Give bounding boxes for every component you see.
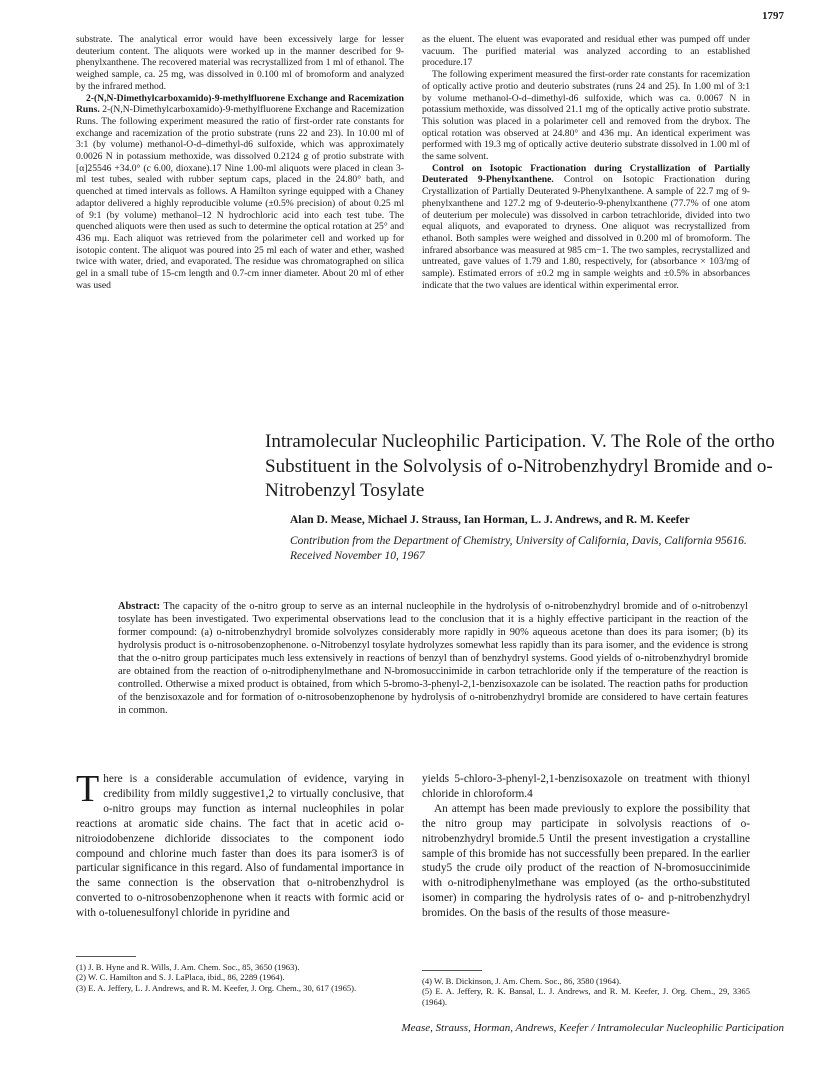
body-left-column xyxy=(76,768,404,921)
drop-cap: T xyxy=(76,768,100,810)
experimental-text: 2-(N,N-Dimethylcarboxamido)-9-methylfluorene Exchange and Racemization Runs. The following experiment measured the ratio of first-order rate constants for exchange and racemization of the protio substrate (runs 22 and 23). In 10.00 ml of 3:1 (by volume) methanol-O-d–dimethyl-d6 sulfoxide, which was approximately 0.0026 N in potassium methoxide, was dissolved 0.2124 g of protio substrate with [α]25546 +34.0° (c 6.00, dioxane).17 Nine 1.00-ml aliquots were placed in clean 3-ml test tubes, sealed with rubber septum caps, placed in the 24.80° bath, and quenched at timed intervals as follows. A Hamilton syringe equipped with a Chaney adaptor delivered a highly reproducible volume (±0.5% precision) of about 0.25 ml of 9:1 (by volume) methanol–12 N hydrochloric acid into each test tube. The quenched aliquots were then used as such to determine the optical rotation at 25° and 436 mμ. Each aliquot was retrieved from the polarimeter cell and worked up for isotopic content. The aliquot was poured into 25 ml each of water and ether, washed twice with water, dried, and evaporated. The residue was chromatographed on silica gel in a small tube of 15-cm length and 0.7-cm inner diameter. About 20 ml of ether was used xyxy=(76,104,404,291)
footnote: (2) W. C. Hamilton and S. J. LaPlaca, ibid., 86, 2289 (1964). xyxy=(76,972,285,983)
footnote-rule xyxy=(76,956,136,957)
footnotes-right xyxy=(422,976,750,1007)
experimental-paragraph xyxy=(422,163,750,292)
article-title: Intramolecular Nucleophilic Participation. V. The Role of the ortho Substituent in the Solvolysis of o-Nitrobenzhydryl Bromide and o-Nitrobenzyl Tosylate xyxy=(265,431,775,502)
abstract xyxy=(118,600,748,717)
footnotes-left xyxy=(76,962,404,993)
footnote-rule xyxy=(422,970,482,971)
abstract-text: The capacity of the o-nitro group to serve as an internal nucleophile in the hydrolysis of o-nitrobenzhydryl bromide and of o-nitrobenzyl tosylate has been investigated. Two experimental observations lead to the conclusion that it is a highly effective participant in the reaction of the former compound: (a) o-nitrobenzhydryl bromide solvolyzes considerably more rapidly in 90% aqueous acetone than does its para isomer; (b) its hydrolysis product is o-nitrosobenzophenone. o-Nitrobenzyl tosylate hydrolyzes somewhat less rapidly than its para isomer, and the evidence is strong that the o-nitro group participates much less extensively in reactions of benzyl than of benzhydryl systems. Good yields of o-nitrobenzhydryl bromide are obtained from the reaction of o-nitrodiphenylmethane and N-bromosuccinimide in carbon tetrachloride only if the temperature of the reaction is controlled. Otherwise a mixed product is obtained, from which 5-bromo-3-phenyl-2,1-benzisoxazole can be isolated. The reaction paths for production of the benzisoxazole and for formation of o-nitrosobenzophenone by hydrolysis of o-nitrobenzhydryl bromide are considered to have certain features in common. xyxy=(118,601,748,716)
running-footer: Mease, Strauss, Horman, Andrews, Keefer / Intramolecular Nucleophilic Participation xyxy=(401,1022,784,1034)
body-paragraph: An attempt has been made previously to explore the possibility that the nitro group may participate in solvolysis reactions of o-nitrobenzhydryl bromide.5 Until the present investigation a crystalline sample of this bromide has not successfully been prepared. In the earlier study5 the crude oily product of the reaction of N-bromosuccinimide with o-nitrodiphenylmethane was employed (as the ortho-substituted isomer) in comparing the hydrolysis rates of o- and p-nitrobenzhydryl bromides. On the basis of the results of those measure- xyxy=(422,802,750,920)
footnote: (3) E. A. Jeffery, L. J. Andrews, and R. M. Keefer, J. Org. Chem., 30, 617 (1965). xyxy=(76,982,357,993)
runin-heading: 2-(N,N-Dimethylcarboxamido)-9-methylfluorene Exchange and Racemization Runs. xyxy=(76,92,404,116)
experimental-left-column xyxy=(76,34,404,291)
footnote: (4) W. B. Dickinson, J. Am. Chem. Soc., 86, 3580 (1964). xyxy=(422,976,622,986)
experimental-text: Control on Isotopic Fractionation during Crystallization of Partially Deuterated 9-Phenylxanthene. A sample of 22.7 mg of 9-phenylxanthene and 127.2 mg of 9-deuterio-9-phenylxanthene (77.7% of one atom of deuterium per molecule) was dissolved in carbon tetrachloride, divided into two equal aliquots, and evaporated to dryness. One aliquot was recrystallized from ethanol. Both samples were weighed and dissolved in 0.200 ml of bromoform. The infrared absorbance was measured at 985 cm−1. The two samples, recrystallized and untreated, gave values of 1.79 and 1.80, respectively, for (absorbance × 103/mg of sample). Estimated errors of ±0.2 mg in sample weights and ±0.5% in absorbances indicate that the two values are identical within experimental error. xyxy=(422,174,750,291)
footnote: (1) J. B. Hyne and R. Wills, J. Am. Chem. Soc., 85, 3650 (1963). xyxy=(76,962,300,972)
footnote: (5) E. A. Jeffery, R. K. Bansal, L. J. Andrews, and R. M. Keefer, J. Org. Chem., 29, 3365 (1964). xyxy=(422,986,750,1007)
abstract-label: Abstract: xyxy=(118,601,161,612)
affiliation: Contribution from the Department of Chemistry, University of California, Davis, California 95616. Received November 10, 1967 xyxy=(290,535,747,562)
experimental-paragraph: The following experiment measured the first-order rate constants for racemization of optically active protio and deuterio substrates (runs 24 and 25). In 1.00 ml of 3:1 by volume methanol-O-d–dimethyl-d6 sulfoxide, which was ca. 0.0067 N in potassium methoxide, was dissolved 21.1 mg of the optically active protio substrate. This solution was placed in a polarimeter cell and removed from the drybox. The optical rotation was observed at 24.80° and 436 mμ. An identical experiment was performed with 19.3 mg of optically active deuterio substrate dissolved in 1.00 ml of the same solvent. xyxy=(422,69,750,163)
author-list: Alan D. Mease, Michael J. Strauss, Ian Horman, L. J. Andrews, and R. M. Keefer xyxy=(290,514,690,526)
page-number: 1797 xyxy=(762,10,784,22)
runin-heading: Control on Isotopic Fractionation during Crystallization of Partially Deuterated 9-Phenylxanthene. xyxy=(422,162,750,186)
body-paragraph: yields 5-chloro-3-phenyl-2,1-benzisoxazole on treatment with thionyl chloride in chloroform.4 xyxy=(422,773,750,800)
experimental-paragraph: as the eluent. The eluent was evaporated and residual ether was pumped off under vacuum. The purified material was analyzed according to an established procedure.17 xyxy=(422,34,750,69)
body-paragraph xyxy=(76,768,404,921)
experimental-right-column xyxy=(422,34,750,291)
body-right-column xyxy=(422,772,750,921)
experimental-paragraph xyxy=(76,93,404,292)
experimental-paragraph: substrate. The analytical error would have been excessively large for lesser deuterium content. The aliquots were worked up in the manner described for 9-phenylxanthene. The recovered material was recrystallized from 1 ml of ethanol. The weighed sample, ca. 25 mg, was dissolved in 0.100 ml of bromoform and analyzed by the infrared method. xyxy=(76,34,404,92)
body-text: here is a considerable accumulation of evidence, varying in credibility from mildly suggestive1,2 to virtually conclusive, that o-nitro groups may function as internal nucleophiles in polar reactions at aromatic side chains. The fact that in acetic acid o-nitroiodobenzene dichloride dissociates to the component iodo compound and chlorine much faster than does its para isomer3 is of particular significance in this regard. Also of fundamental importance in the same connection is the observation that o-nitrobenzhydrol is converted to o-nitrosobenzophenone when it reacts with formic acid or with o-toluenesulfonyl chloride in pyridine and xyxy=(76,773,404,920)
